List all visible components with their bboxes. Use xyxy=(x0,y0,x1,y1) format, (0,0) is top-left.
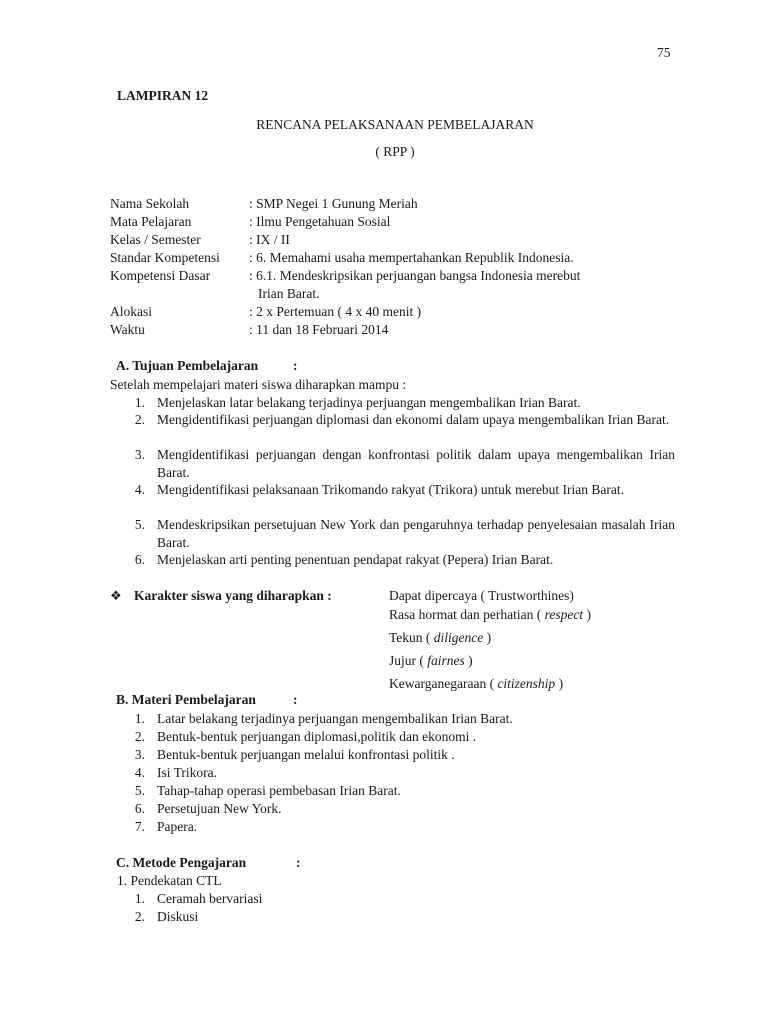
list-item: Isi Trikora. xyxy=(157,765,218,780)
identity-value: : IX / II xyxy=(249,232,290,247)
section-heading-colon: : xyxy=(293,358,298,373)
list-number: 3. xyxy=(134,447,145,462)
list-number: 4. xyxy=(134,765,145,780)
page-number: 75 xyxy=(657,45,671,60)
character-item: Kewarganegaraan ( citizenship ) xyxy=(389,676,564,691)
list-item: Papera. xyxy=(157,819,198,834)
identity-label: Kelas / Semester xyxy=(110,232,201,247)
identity-label: Standar Kompetensi xyxy=(110,250,220,265)
section-heading: C. Metode Pengajaran xyxy=(116,855,247,870)
list-number: 6. xyxy=(134,552,145,567)
identity-label: Mata Pelajaran xyxy=(110,214,192,229)
list-item: Mengidentifikasi pelaksanaan Trikomando rakyat (Trikora) untuk merebut Irian Barat. xyxy=(157,482,625,497)
list-number: 7. xyxy=(134,819,145,834)
section-heading: B. Materi Pembelajaran xyxy=(116,692,256,707)
list-number: 2. xyxy=(134,909,145,924)
section-intro: Setelah mempelajari materi siswa diharapkan mampu : xyxy=(110,377,407,392)
section-heading-colon: : xyxy=(293,692,298,707)
section-heading-colon: : xyxy=(296,855,301,870)
method-subheading: 1. Pendekatan CTL xyxy=(117,873,222,888)
list-item: Diskusi xyxy=(157,909,199,924)
list-number: 2. xyxy=(134,412,145,427)
diamond-bullet-icon: ❖ xyxy=(110,588,122,603)
section-heading: A. Tujuan Pembelajaran xyxy=(116,358,259,373)
character-item: Rasa hormat dan perhatian ( respect ) xyxy=(389,607,591,622)
list-item: Mendeskripsikan persetujuan New York dan pengaruhnya terhadap penyelesaian masalah Irian Barat. xyxy=(157,517,675,550)
identity-value-continued: Irian Barat. xyxy=(258,286,320,301)
list-number: 1. xyxy=(134,891,145,906)
list-item: Bentuk-bentuk perjuangan diplomasi,politik dan ekonomi . xyxy=(157,729,477,744)
list-number: 5. xyxy=(134,517,145,532)
identity-value: : SMP Negei 1 Gunung Meriah xyxy=(249,196,418,211)
document-subtitle: ( RPP ) xyxy=(375,144,415,159)
identity-value: : 6. Memahami usaha mempertahankan Republik Indonesia. xyxy=(249,250,574,265)
character-item: Tekun ( diligence ) xyxy=(389,630,492,645)
list-number: 1. xyxy=(134,395,145,410)
list-item: Tahap-tahap operasi pembebasan Irian Barat. xyxy=(157,783,401,798)
list-item: Persetujuan New York. xyxy=(157,801,282,816)
list-number: 6. xyxy=(134,801,145,816)
list-item: Menjelaskan arti penting penentuan pendapat rakyat (Pepera) Irian Barat. xyxy=(157,552,554,567)
list-number: 5. xyxy=(134,783,145,798)
character-item: Dapat dipercaya ( Trustworthines) xyxy=(389,588,574,603)
character-heading: Karakter siswa yang diharapkan : xyxy=(134,588,332,603)
identity-value: : 11 dan 18 Februari 2014 xyxy=(249,322,389,337)
character-item: Jujur ( fairnes ) xyxy=(389,653,473,668)
list-number: 1. xyxy=(134,711,145,726)
list-item: Bentuk-bentuk perjuangan melalui konfrontasi politik . xyxy=(157,747,455,762)
list-item: Ceramah bervariasi xyxy=(157,891,263,906)
identity-value: : 6.1. Mendeskripsikan perjuangan bangsa Indonesia merebut xyxy=(249,268,581,283)
appendix-label: LAMPIRAN 12 xyxy=(117,88,209,103)
list-item: Mengidentifikasi perjuangan diplomasi dan ekonomi dalam upaya mengembalikan Irian Barat. xyxy=(157,412,670,427)
list-item: Menjelaskan latar belakang terjadinya perjuangan mengembalikan Irian Barat. xyxy=(157,395,581,410)
identity-label: Kompetensi Dasar xyxy=(110,268,211,283)
identity-label: Alokasi xyxy=(110,304,152,319)
identity-label: Waktu xyxy=(110,322,145,337)
list-number: 3. xyxy=(134,747,145,762)
identity-label: Nama Sekolah xyxy=(110,196,190,211)
list-item: Mengidentifikasi perjuangan dengan konfrontasi politik dalam upaya mengembalikan Irian Barat. xyxy=(157,447,675,480)
list-number: 4. xyxy=(134,482,145,497)
document-title: RENCANA PELAKSANAAN PEMBELAJARAN xyxy=(256,117,534,132)
identity-value: : 2 x Pertemuan ( 4 x 40 menit ) xyxy=(249,304,422,319)
identity-value: : Ilmu Pengetahuan Sosial xyxy=(249,214,391,229)
list-item: Latar belakang terjadinya perjuangan mengembalikan Irian Barat. xyxy=(157,711,513,726)
list-number: 2. xyxy=(134,729,145,744)
